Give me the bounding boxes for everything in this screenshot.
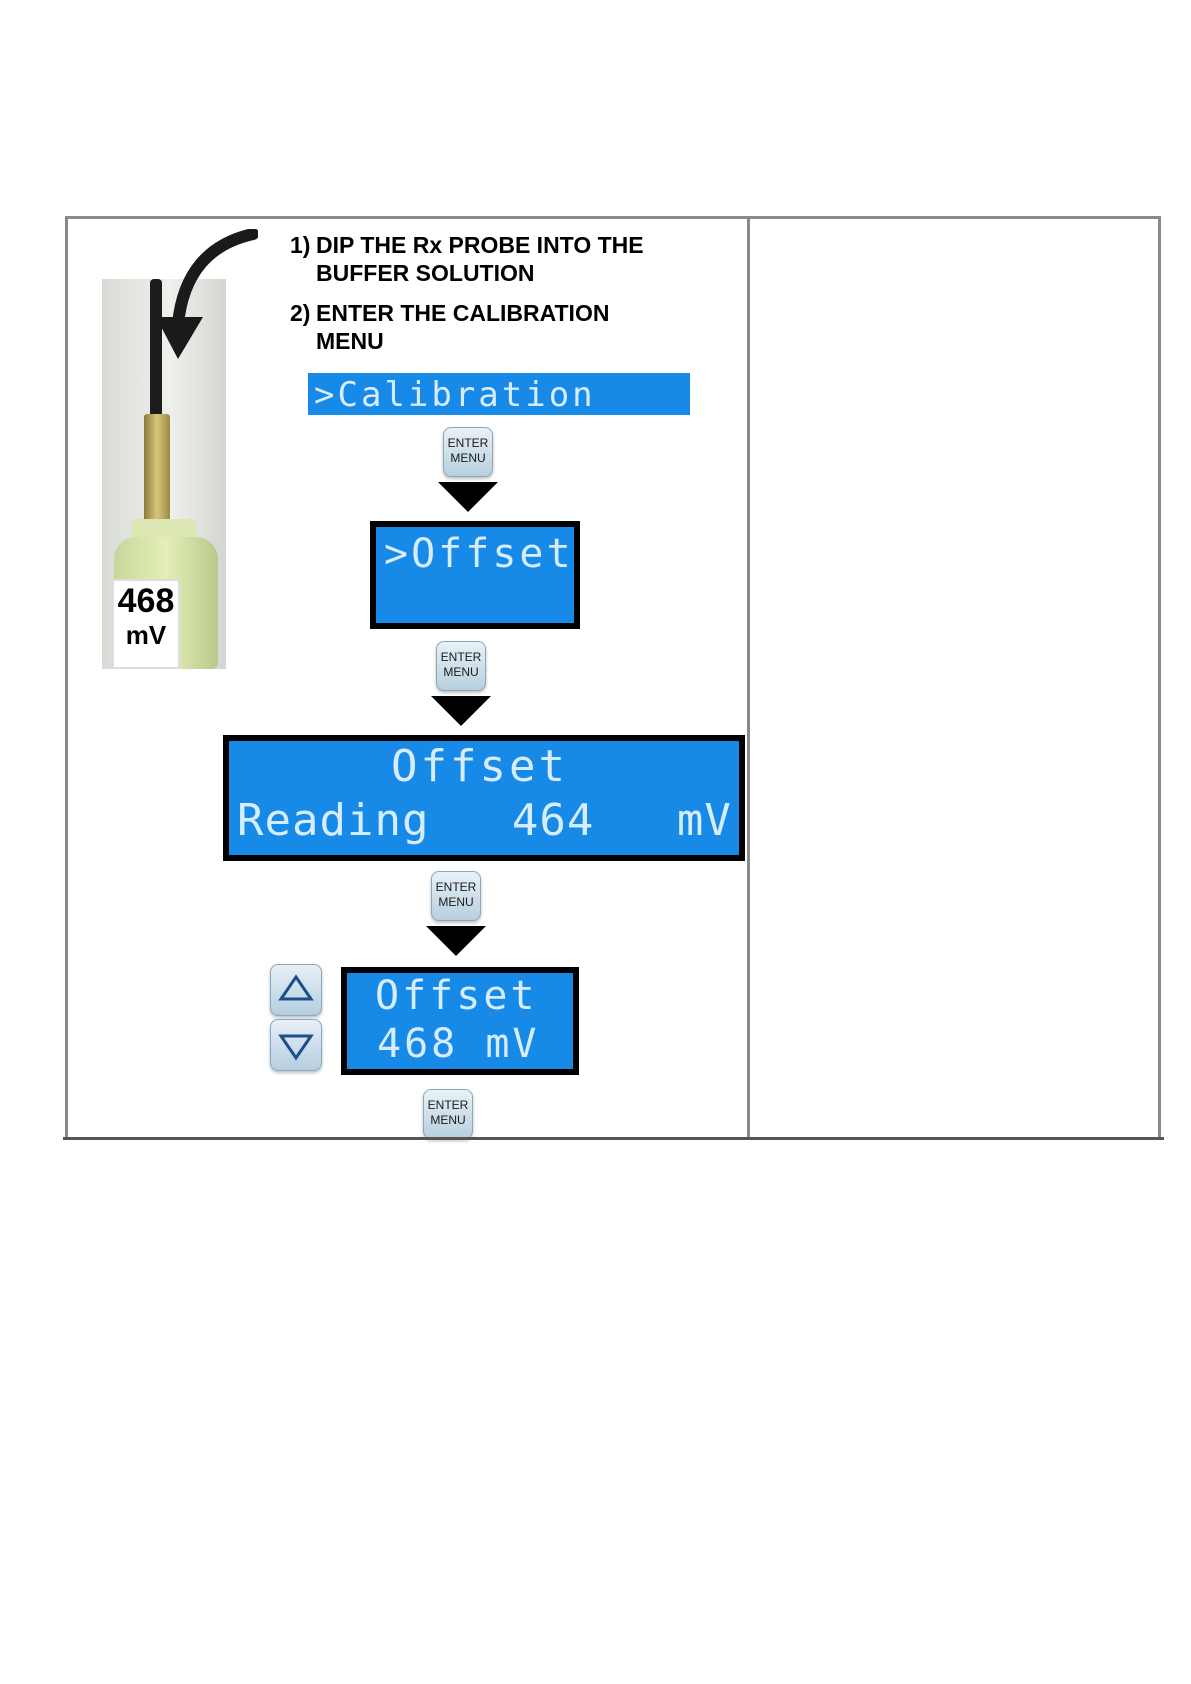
lcd-calibration-menu [308,373,690,415]
enter-key-label: ENTER [427,1098,469,1112]
lcd-offset-set-title: Offset [375,973,538,1019]
menu-key-label: MENU [450,451,486,465]
enter-key-label: ENTER [435,880,477,894]
step-2-line-1: ENTER THE CALIBRATION [316,300,610,326]
step-2-line-2: MENU [316,328,384,354]
instruction-step-1 [290,231,644,287]
down-arrow-icon [431,696,491,726]
step-1-number: 1) [290,232,311,258]
menu-key-label: MENU [443,665,479,679]
down-arrow-icon [438,482,498,512]
enter-key-label: ENTER [440,650,482,664]
step-2-number: 2) [290,300,311,326]
menu-key-label: MENU [430,1113,466,1127]
enter-menu-key[interactable] [436,641,486,691]
down-key[interactable] [270,1019,322,1071]
lcd-calibration-text: >Calibration [314,375,596,415]
instruction-steps [290,231,644,367]
lcd-offset-set-value: 468 mV [377,1021,540,1067]
instruction-step-2 [290,299,644,355]
triangle-down-icon [271,1020,321,1070]
lcd-offset-menu-text: >Offset [384,531,574,577]
enter-menu-key[interactable] [423,1089,473,1139]
buffer-reading-unit: mV [125,620,167,650]
enter-menu-key[interactable] [443,427,493,477]
procedure-illustration-cell [68,219,750,1137]
lcd-offset-reading [223,735,745,861]
lcd-offset-set [341,967,579,1075]
step-1-line-1: DIP THE Rx PROBE INTO THE [316,232,644,258]
curved-down-arrow-icon [148,229,258,364]
enter-key-label: ENTER [447,436,489,450]
buffer-label [112,579,180,669]
table-bottom-rule [63,1137,1164,1140]
empty-notes-cell [750,219,1158,1137]
menu-key-label: MENU [438,895,474,909]
lcd-offset-reading-line: Reading 464 mV [237,795,732,846]
step-1-line-2: BUFFER SOLUTION [316,260,535,286]
enter-menu-key[interactable] [431,871,481,921]
lcd-offset-reading-title: Offset [391,741,568,792]
triangle-up-icon [271,965,321,1015]
procedure-table [65,216,1161,1140]
down-arrow-icon [426,926,486,956]
lcd-offset-menu [370,521,580,629]
up-key[interactable] [270,964,322,1016]
buffer-reading-value: 468 [117,582,175,620]
